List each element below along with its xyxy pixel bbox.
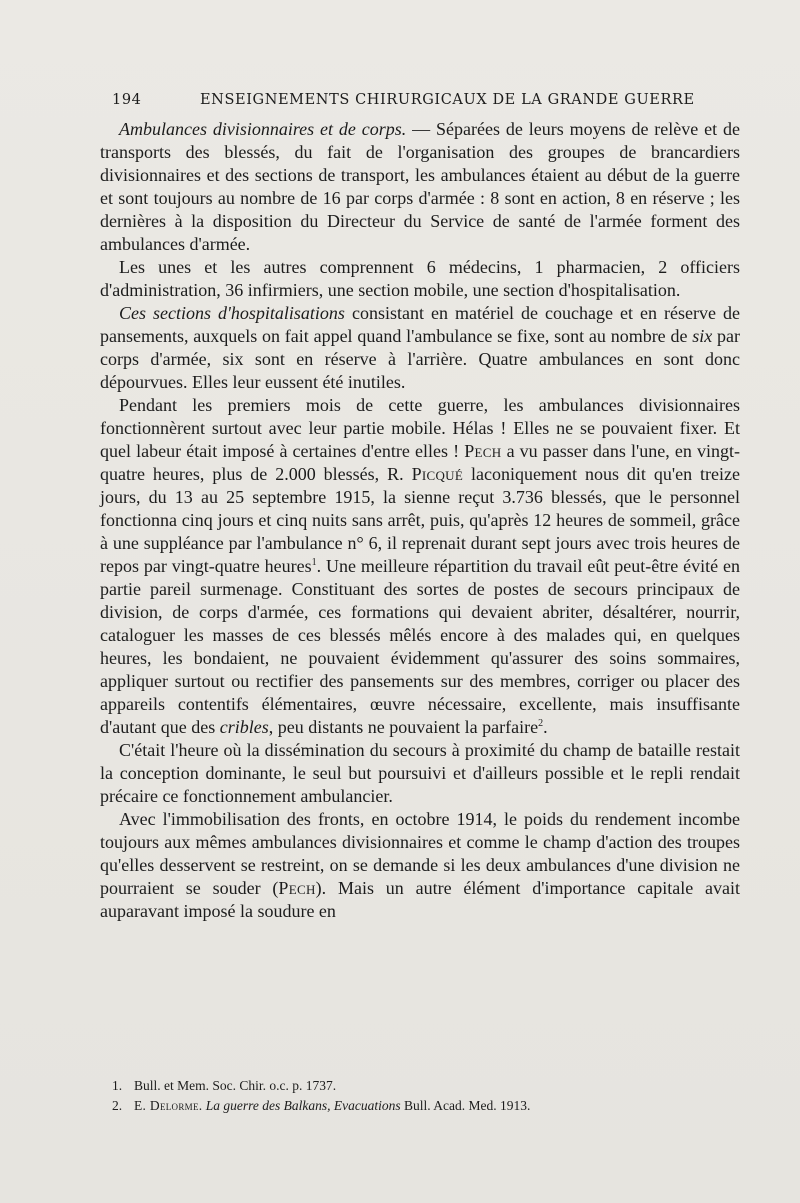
author-name: Picqué [411,464,464,484]
paragraph-5: C'était l'heure où la dissémination du secours à proximité du champ de bataille restait la conception dominante, le seul but poursuivi et d'ailleurs possible et le repli rendait précaire ce fonctionnement ambulancier. [100,740,740,806]
section-heading: Ambulances divisionnaires et de corps. [119,119,407,139]
paragraph-6: Avec l'immobilisation des fronts, en octobre 1914, le poids du rendement incombe toujours aux mêmes ambulances divisionnaires et comme le champ d'action des troupes qu'elles desservent se restreint, on se demande si les deux ambulances d'une division ne pourraient se souder (Pech). Mais un autre élément d'importance capitale avait auparavant imposé la soudure en [100,809,740,921]
author-name: E. Delorme. [134,1098,203,1113]
footnotes [112,1076,740,1116]
citation-title: La guerre des Balkans, Evacuations [205,1098,401,1113]
author-name: Pech [278,878,316,898]
body-text [100,118,740,923]
footnote-2: 2. E. Delorme. La guerre des Balkans, Evacuations Bull. Acad. Med. 1913. [112,1098,531,1113]
paragraph-3: Ces sections d'hospitalisations consistant en matériel de couchage et en réserve de pansements, auxquels on fait appel quand l'ambulance se fixe, sont au nombre de six par corps d'armée, six sont en réserve à l'arrière. Quatre ambulances en sont donc dépourvues. Elles leur eussent été inutiles. [100,303,740,392]
footnote-1: 1. Bull. et Mem. Soc. Chir. o.c. p. 1737. [112,1078,337,1093]
italic-term: six [692,326,713,346]
paragraph-4: Pendant les premiers mois de cette guerre, les ambulances divisionnaires fonctionnèrent surtout avec leur partie mobile. Hélas ! Elles ne se pouvaient fixer. Et quel labeur était imposé à certaines d'entre elles ! Pech a vu passer dans l'une, en vingt-quatre heures, plus de 2.000 blessés, R. Picqué laconiquement nous dit qu'en treize jours, du 13 au 25 septembre 1915, la sienne reçut 3.736 blessés, que le personnel fonctionna cinq jours et cinq nuits sans arrêt, puis, qu'après 12 heures de sommeil, grâce à une suppléance par l'ambulance n° 6, il reprenait durant sept jours avec trois heures de repos par vingt-quatre heures$^1$. Une meilleure répartition du travail eût peut-être évité en partie pareil surmenage. Constituant des sortes de postes de secours principaux de division, de corps d'armée, ces formations qui devaient abriter, désaltérer, nourrir, cataloguer les masses de ces blessés mêlés encore à des malades qui, en quelques heures, les bondaient, ne pouvaient évidemment qu'assurer des soins sommaires, appliquer surtout ou rectifier des pansements sur des membres, corriger ou placer des appareils contentifs élémentaires, œuvre nécessaire, excellente, mais insuffisante d'autant que des cribles, peu distants ne pouvaient la parfaire$^2$. [100,395,740,737]
italic-term: Ces sections d'hospitalisations [119,303,345,323]
paragraph-2: Les unes et les autres comprennent 6 médecins, 1 pharmacien, 2 officiers d'administration, 36 infirmiers, une section mobile, une section d'hospitalisation. [100,257,740,300]
italic-term: cribles [219,717,269,737]
author-name: Pech [464,441,502,461]
running-title: ENSEIGNEMENTS CHIRURGICAUX DE LA GRANDE GUERRE [200,92,695,108]
page-number: 194 [112,92,142,108]
footnote-ref-1: 1 [311,557,317,568]
footnote-ref-2: 2 [538,718,544,729]
running-header [112,92,740,112]
paragraph-1: Ambulances divisionnaires et de corps. — Séparées de leurs moyens de relève et de transports des blessés, du fait de l'organisation des groupes de brancardiers divisionnaires et des sections de transport, les ambulances étaient au début de la guerre et sont toujours au nombre de 16 par corps d'armée : 8 sont en action, 8 en réserve ; les dernières à la disposition du Directeur du Service de santé de l'armée forment des ambulances d'armée. [100,119,740,254]
